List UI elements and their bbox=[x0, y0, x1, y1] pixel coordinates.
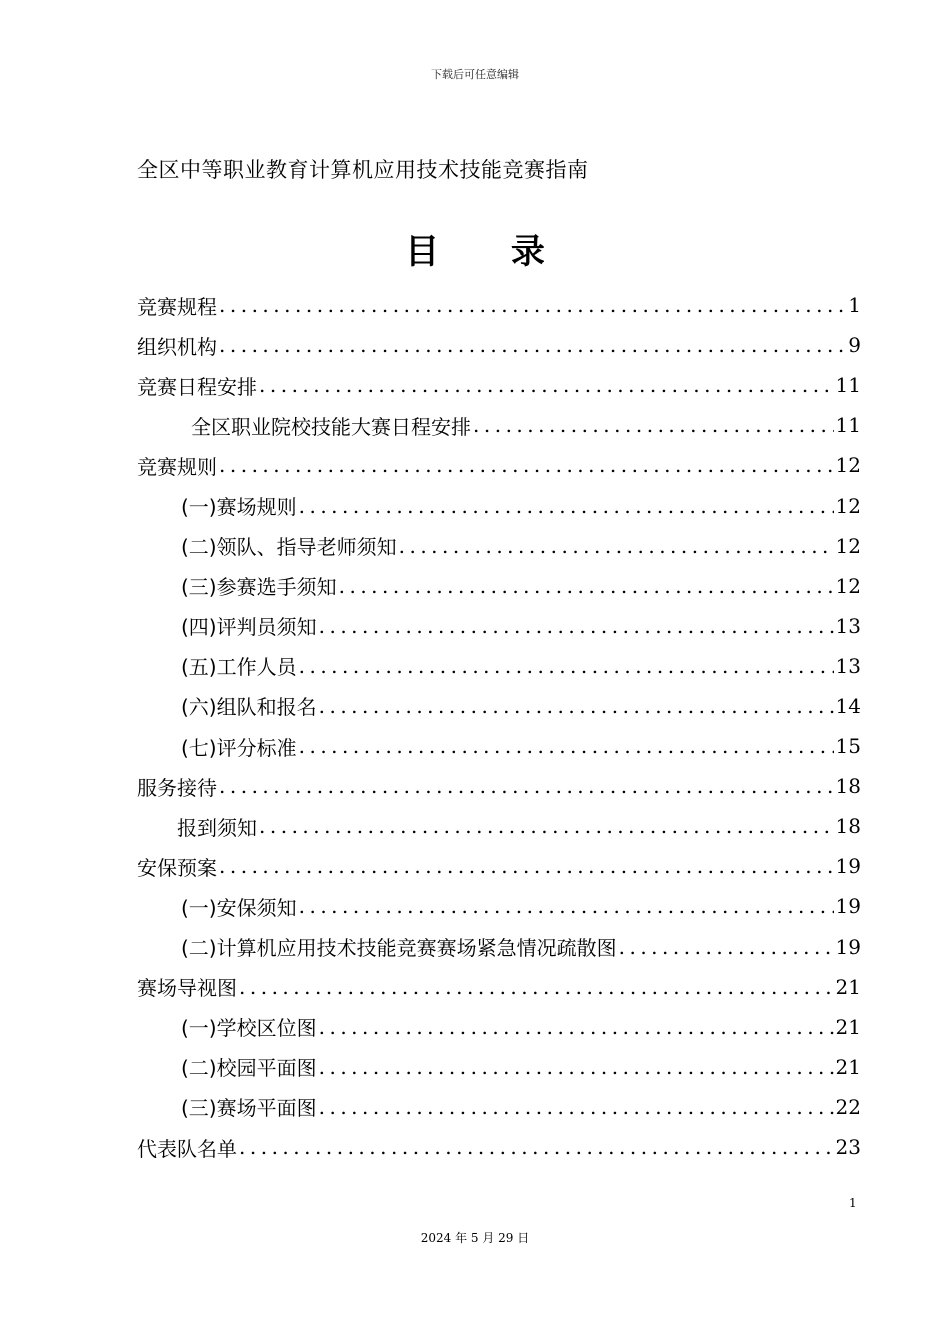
toc-leader-dots bbox=[219, 856, 834, 876]
toc-leader-dots bbox=[319, 1017, 834, 1037]
toc-entry-page: 23 bbox=[835, 1135, 861, 1160]
toc-entry-title: (二)校园平面图 bbox=[181, 1056, 317, 1081]
toc-entry-page: 22 bbox=[835, 1094, 861, 1119]
toc-entry-page: 19 bbox=[835, 854, 861, 879]
toc-entry-title: 竞赛规则 bbox=[137, 454, 217, 479]
toc-entry-page: 19 bbox=[835, 894, 861, 919]
toc-entry[interactable] bbox=[137, 927, 861, 967]
toc-leader-dots bbox=[319, 696, 834, 716]
toc-entry[interactable] bbox=[137, 1007, 861, 1047]
toc-entry[interactable] bbox=[137, 1127, 861, 1167]
table-of-contents bbox=[137, 285, 861, 1167]
toc-entry-page: 11 bbox=[835, 373, 861, 398]
toc-entry-page: 18 bbox=[835, 774, 861, 799]
toc-entry-title: (一)安保须知 bbox=[181, 895, 297, 920]
toc-entry-page: 15 bbox=[835, 734, 861, 759]
toc-entry-page: 1 bbox=[848, 293, 861, 318]
toc-entry-title: 组织机构 bbox=[137, 334, 217, 359]
toc-entry-page: 21 bbox=[835, 1014, 861, 1039]
toc-leader-dots bbox=[299, 656, 834, 676]
toc-leader-dots bbox=[399, 536, 834, 556]
toc-leader-dots bbox=[319, 1057, 834, 1077]
toc-entry-page: 13 bbox=[835, 653, 861, 678]
toc-leader-dots bbox=[473, 415, 834, 435]
toc-entry-page: 12 bbox=[835, 533, 861, 558]
toc-entry[interactable] bbox=[137, 766, 861, 806]
toc-entry[interactable] bbox=[137, 526, 861, 566]
toc-leader-dots bbox=[219, 295, 846, 315]
toc-entry[interactable] bbox=[137, 485, 861, 525]
toc-entry-page: 11 bbox=[835, 413, 861, 438]
header-note: 下载后可任意编辑 bbox=[431, 68, 519, 81]
toc-leader-dots bbox=[259, 375, 834, 395]
toc-entry-page: 12 bbox=[835, 573, 861, 598]
toc-leader-dots bbox=[619, 937, 834, 957]
toc-entry[interactable] bbox=[137, 365, 861, 405]
toc-entry[interactable] bbox=[137, 445, 861, 485]
toc-leader-dots bbox=[319, 1097, 834, 1117]
toc-heading: 目 录 bbox=[405, 232, 545, 272]
toc-entry[interactable] bbox=[137, 1087, 861, 1127]
toc-entry-page: 21 bbox=[835, 1054, 861, 1079]
toc-entry-title: (六)组队和报名 bbox=[181, 695, 317, 720]
page-number: 1 bbox=[849, 1196, 857, 1210]
toc-leader-dots bbox=[259, 816, 834, 836]
toc-entry-page: 14 bbox=[835, 693, 861, 718]
toc-entry-title: 服务接待 bbox=[137, 775, 217, 800]
toc-entry[interactable] bbox=[137, 325, 861, 365]
toc-entry-title: (一)赛场规则 bbox=[181, 495, 297, 520]
toc-entry-title: 赛场导视图 bbox=[137, 976, 237, 1001]
toc-entry-page: 21 bbox=[835, 974, 861, 999]
toc-entry[interactable] bbox=[137, 646, 861, 686]
footer-date: 2024 年 5 月 29 日 bbox=[420, 1231, 530, 1245]
toc-leader-dots bbox=[239, 1137, 834, 1157]
toc-entry[interactable] bbox=[137, 405, 861, 445]
toc-entry[interactable] bbox=[137, 566, 861, 606]
toc-entry-title: (四)评判员须知 bbox=[181, 615, 317, 640]
toc-leader-dots bbox=[299, 896, 834, 916]
toc-leader-dots bbox=[219, 455, 834, 475]
toc-entry[interactable] bbox=[137, 886, 861, 926]
toc-entry-title: 安保预案 bbox=[137, 855, 217, 880]
toc-entry[interactable] bbox=[137, 726, 861, 766]
document-title: 全区中等职业教育计算机应用技术技能竞赛指南 bbox=[137, 158, 589, 182]
toc-entry-title: (二)领队、指导老师须知 bbox=[181, 535, 397, 560]
toc-entry-title: (一)学校区位图 bbox=[181, 1016, 317, 1041]
toc-entry-title: 报到须知 bbox=[177, 815, 257, 840]
toc-entry-title: (三)赛场平面图 bbox=[181, 1096, 317, 1121]
toc-entry-title: (七)评分标准 bbox=[181, 735, 297, 760]
toc-entry-title: 竞赛日程安排 bbox=[137, 374, 257, 399]
toc-entry[interactable] bbox=[137, 846, 861, 886]
toc-entry[interactable] bbox=[137, 606, 861, 646]
toc-leader-dots bbox=[299, 736, 834, 756]
toc-leader-dots bbox=[319, 616, 834, 636]
toc-entry-page: 19 bbox=[835, 934, 861, 959]
toc-entry[interactable] bbox=[137, 967, 861, 1007]
toc-entry[interactable] bbox=[137, 806, 861, 846]
toc-entry-title: (三)参赛选手须知 bbox=[181, 575, 337, 600]
toc-entry[interactable] bbox=[137, 285, 861, 325]
toc-entry-page: 9 bbox=[848, 333, 861, 358]
toc-entry-page: 13 bbox=[835, 613, 861, 638]
toc-entry-page: 12 bbox=[835, 453, 861, 478]
toc-leader-dots bbox=[219, 335, 846, 355]
toc-leader-dots bbox=[339, 576, 834, 596]
toc-entry-title: (五)工作人员 bbox=[181, 655, 297, 680]
toc-entry[interactable] bbox=[137, 1047, 861, 1087]
toc-leader-dots bbox=[219, 776, 834, 796]
toc-entry-title: 全区职业院校技能大赛日程安排 bbox=[191, 414, 471, 439]
toc-leader-dots bbox=[239, 977, 834, 997]
toc-entry[interactable] bbox=[137, 686, 861, 726]
toc-entry-page: 12 bbox=[835, 493, 861, 518]
toc-leader-dots bbox=[299, 496, 834, 516]
toc-entry-title: 竞赛规程 bbox=[137, 294, 217, 319]
toc-entry-page: 18 bbox=[835, 814, 861, 839]
toc-entry-title: 代表队名单 bbox=[137, 1136, 237, 1161]
toc-entry-title: (二)计算机应用技术技能竞赛赛场紧急情况疏散图 bbox=[181, 936, 617, 961]
